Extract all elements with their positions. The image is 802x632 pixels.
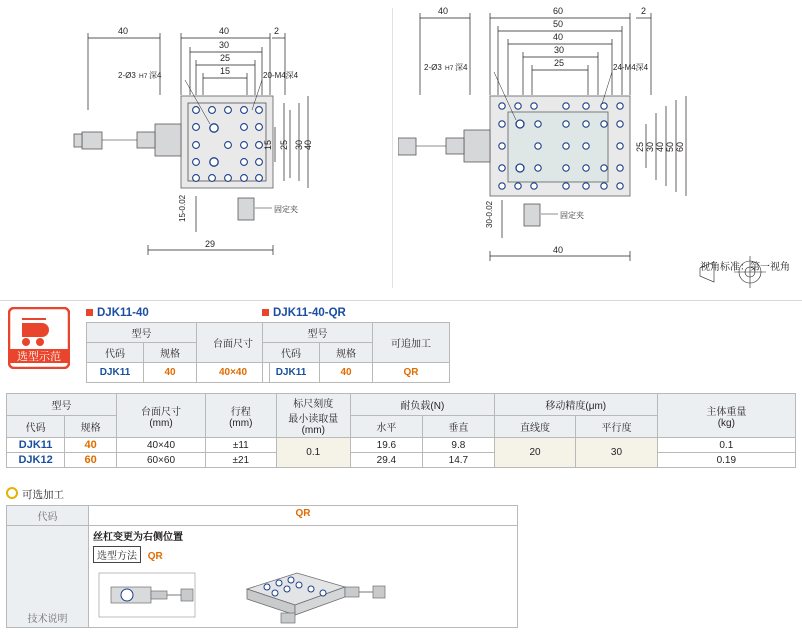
spec-weight-header: 主体重量 (kg) — [657, 394, 795, 438]
table-size-header: 台面尺寸 — [197, 323, 270, 363]
svg-text:25: 25 — [220, 53, 231, 63]
row-acc-parallel: 30 — [576, 438, 657, 468]
right-drawing — [398, 0, 798, 300]
model-group-header: 型号 — [87, 323, 197, 343]
drawings-area — [0, 0, 802, 301]
row-spec-2: 60 — [65, 453, 117, 468]
row-table-size: 40×40 — [117, 438, 206, 453]
svg-text:2-Ø3: 2-Ø3 — [424, 63, 442, 72]
svg-text:50: 50 — [553, 19, 564, 29]
row-code: DJK11 — [7, 438, 65, 453]
code-value-2: DJK11 — [263, 363, 320, 383]
method-value: QR — [147, 551, 163, 562]
spec-scale-header: 标尺刻度 最小读取量 (mm) — [276, 394, 350, 438]
svg-text:深4: 深4 — [149, 71, 162, 80]
spec-spec-header: 规格 — [65, 416, 117, 438]
row-table-size-2: 60×60 — [117, 453, 206, 468]
row-weight-2: 0.19 — [657, 453, 795, 468]
optional-machining-header: 可追加工 — [373, 323, 450, 363]
optional-desc-label: 技术说明 — [7, 526, 89, 628]
svg-text:H7: H7 — [139, 73, 148, 80]
table-row — [7, 453, 796, 468]
svg-text:40: 40 — [438, 6, 449, 16]
svg-text:固定夹: 固定夹 — [274, 205, 298, 214]
left-drawing — [0, 0, 392, 300]
table-size-value: 40×40 — [197, 363, 270, 383]
view-standard-label: 视角标准：第一视角 — [700, 262, 790, 273]
svg-text:40: 40 — [553, 32, 564, 42]
drawing-divider — [392, 8, 393, 288]
spec-value: 40 — [144, 363, 197, 383]
row-load-v: 9.8 — [422, 438, 494, 453]
svg-text:25: 25 — [279, 139, 289, 150]
svg-text:15: 15 — [263, 139, 273, 150]
model-header-band — [0, 301, 802, 383]
svg-text:30: 30 — [219, 40, 230, 50]
row-spec: 40 — [65, 438, 117, 453]
spec-table — [6, 393, 796, 468]
svg-text:50: 50 — [665, 141, 675, 152]
svg-text:深4: 深4 — [455, 63, 468, 72]
svg-text:40: 40 — [303, 139, 313, 150]
svg-text:60: 60 — [675, 141, 685, 152]
svg-text:40: 40 — [553, 245, 564, 255]
svg-text:60: 60 — [553, 6, 564, 16]
table-row — [7, 438, 796, 453]
svg-text:H7: H7 — [445, 65, 454, 72]
square-marker-icon-2 — [262, 309, 269, 316]
row-stroke-2: ±21 — [205, 453, 276, 468]
optional-diagrams — [93, 565, 513, 625]
spec-header: 规格 — [144, 343, 197, 363]
row-acc-straight: 20 — [494, 438, 575, 468]
row-load-h: 19.6 — [350, 438, 422, 453]
svg-text:15-0.02: 15-0.02 — [178, 194, 187, 222]
model-block-1 — [86, 307, 270, 383]
svg-text:29: 29 — [205, 239, 216, 249]
svg-text:2: 2 — [641, 6, 647, 16]
model-block-2-table — [262, 322, 450, 383]
spec-load-group: 耐负载(N) — [350, 394, 494, 416]
spec-model-group: 型号 — [7, 394, 117, 416]
row-scale: 0.1 — [276, 438, 350, 468]
circle-marker-icon — [6, 487, 18, 499]
row-load-v-2: 14.7 — [422, 453, 494, 468]
method-label: 选型方法 — [93, 546, 141, 563]
code-value: DJK11 — [87, 363, 144, 383]
svg-text:40: 40 — [219, 26, 230, 36]
spec-load-h-header: 水平 — [350, 416, 422, 438]
row-load-h-2: 29.4 — [350, 453, 422, 468]
svg-text:25: 25 — [554, 58, 565, 68]
spec-stroke-header: 行程 (mm) — [205, 394, 276, 438]
qr-value: QR — [373, 363, 450, 383]
svg-text:25: 25 — [635, 141, 645, 152]
row-code-2: DJK12 — [7, 453, 65, 468]
spec-value-2: 40 — [320, 363, 373, 383]
row-stroke: ±11 — [205, 438, 276, 453]
svg-text:24-M4深4: 24-M4深4 — [613, 63, 649, 72]
code-header-2: 代码 — [263, 343, 320, 363]
optional-desc-title: 丝杠变更为右侧位置 — [93, 532, 183, 543]
code-header: 代码 — [87, 343, 144, 363]
spec-accuracy-group: 移动精度(μm) — [494, 394, 657, 416]
svg-text:30: 30 — [554, 45, 565, 55]
model-group-header-2: 型号 — [263, 323, 373, 343]
spec-acc-straight-header: 直线度 — [494, 416, 575, 438]
svg-text:15: 15 — [220, 66, 231, 76]
spec-header-2: 规格 — [320, 343, 373, 363]
spec-code-header: 代码 — [7, 416, 65, 438]
optional-section-title: 可选加工 — [6, 487, 526, 502]
svg-text:40: 40 — [118, 26, 129, 36]
row-weight: 0.1 — [657, 438, 795, 453]
stamp-text: 选型示范 — [17, 351, 61, 363]
square-marker-icon — [86, 309, 93, 316]
svg-text:30-0.02: 30-0.02 — [485, 200, 494, 228]
spec-load-v-header: 垂直 — [422, 416, 494, 438]
optional-code-header: 代码 — [7, 506, 89, 526]
model-block-2 — [262, 307, 450, 383]
selection-example-stamp — [8, 307, 70, 369]
svg-text:20-M4深4: 20-M4深4 — [263, 71, 299, 80]
spec-acc-parallel-header: 平行度 — [576, 416, 657, 438]
model-block-1-table — [86, 322, 270, 383]
model-block-1-title: DJK11-40 — [86, 307, 270, 319]
svg-text:30: 30 — [645, 141, 655, 152]
svg-text:2-Ø3: 2-Ø3 — [118, 71, 136, 80]
optional-desc-cell — [89, 526, 518, 628]
svg-text:40: 40 — [655, 141, 665, 152]
optional-qr-header: QR — [89, 506, 518, 526]
svg-text:2: 2 — [274, 26, 280, 36]
svg-text:固定夹: 固定夹 — [560, 211, 584, 220]
optional-machining-section — [6, 487, 526, 628]
model-block-2-title: DJK11-40-QR — [262, 307, 450, 319]
spec-table-size-header: 台面尺寸 (mm) — [117, 394, 206, 438]
svg-text:30: 30 — [294, 139, 304, 150]
